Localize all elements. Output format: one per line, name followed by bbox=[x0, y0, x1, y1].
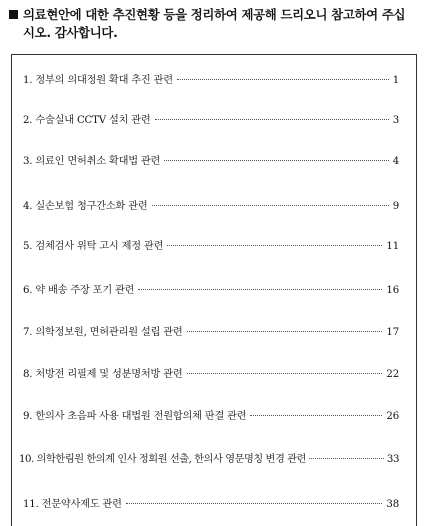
toc-item-page: 9 bbox=[392, 201, 399, 212]
toc-item-1[interactable] bbox=[23, 73, 399, 89]
toc-item-page: 17 bbox=[386, 327, 399, 338]
toc-item-title: 6. 약 배송 주장 포기 관련 bbox=[23, 285, 135, 296]
toc-item-3[interactable] bbox=[23, 154, 399, 170]
toc-item-title: 1. 정부의 의대정원 확대 추진 관련 bbox=[23, 75, 173, 86]
toc-dot-leader bbox=[138, 289, 382, 290]
toc-item-page: 16 bbox=[386, 285, 399, 296]
toc-item-title: 3. 의료인 면허취소 확대법 관련 bbox=[23, 156, 161, 167]
heading-line-2: 시오. 감사합니다. bbox=[23, 25, 118, 40]
toc-dot-leader bbox=[187, 331, 383, 332]
square-bullet-icon bbox=[9, 10, 18, 19]
toc-item-page: 22 bbox=[386, 369, 399, 380]
toc-item-title: 7. 의학정보원, 면허관리원 설립 관련 bbox=[23, 327, 183, 338]
toc-item-page: 26 bbox=[386, 411, 399, 422]
toc-item-10[interactable] bbox=[19, 452, 399, 468]
toc-item-9[interactable] bbox=[23, 409, 399, 425]
toc-dot-leader bbox=[152, 205, 389, 206]
heading-text-1: 의료현안에 대한 추진현황 등을 정리하여 제공해 드리오니 참고하여 주십 bbox=[23, 7, 406, 22]
toc-item-page: 33 bbox=[386, 454, 399, 465]
toc-item-title: 4. 실손보험 청구간소화 관련 bbox=[23, 201, 148, 212]
toc-dot-leader bbox=[155, 119, 389, 120]
toc-item-7[interactable] bbox=[23, 325, 399, 341]
toc-item-8[interactable] bbox=[23, 367, 399, 383]
toc-item-title: 11. 전문약사제도 관련 bbox=[23, 499, 122, 510]
toc-dot-leader bbox=[309, 458, 384, 459]
toc-dot-leader bbox=[187, 373, 383, 374]
toc-item-title: 9. 한의사 초음파 사용 대법원 전원합의체 판결 관련 bbox=[23, 411, 247, 422]
toc-item-page: 1 bbox=[392, 75, 399, 86]
toc-item-page: 3 bbox=[392, 115, 399, 126]
toc-dot-leader bbox=[167, 245, 382, 246]
toc-item-6[interactable] bbox=[23, 283, 399, 299]
table-of-contents bbox=[11, 54, 417, 526]
toc-item-2[interactable] bbox=[23, 113, 399, 129]
toc-item-title: 10. 의학한림원 한의계 인사 정회원 선출, 한의사 영문명칭 변경 관련 bbox=[19, 454, 306, 465]
heading-line-1 bbox=[9, 6, 424, 24]
toc-dot-leader bbox=[164, 160, 389, 161]
toc-item-page: 11 bbox=[386, 241, 399, 252]
toc-item-title: 2. 수술실내 CCTV 설치 관련 bbox=[23, 115, 151, 126]
toc-dot-leader bbox=[250, 415, 382, 416]
toc-item-title: 5. 검체검사 위탁 고시 제정 관련 bbox=[23, 241, 164, 252]
toc-dot-leader bbox=[177, 79, 389, 80]
toc-item-title: 8. 처방전 리필제 및 성분명처방 관련 bbox=[23, 369, 183, 380]
toc-dot-leader bbox=[126, 503, 383, 504]
toc-item-5[interactable] bbox=[23, 239, 399, 255]
toc-item-11[interactable] bbox=[23, 497, 399, 513]
toc-item-4[interactable] bbox=[23, 199, 399, 215]
page-heading bbox=[9, 6, 424, 42]
toc-item-page: 38 bbox=[386, 499, 399, 510]
toc-item-page: 4 bbox=[392, 156, 399, 167]
